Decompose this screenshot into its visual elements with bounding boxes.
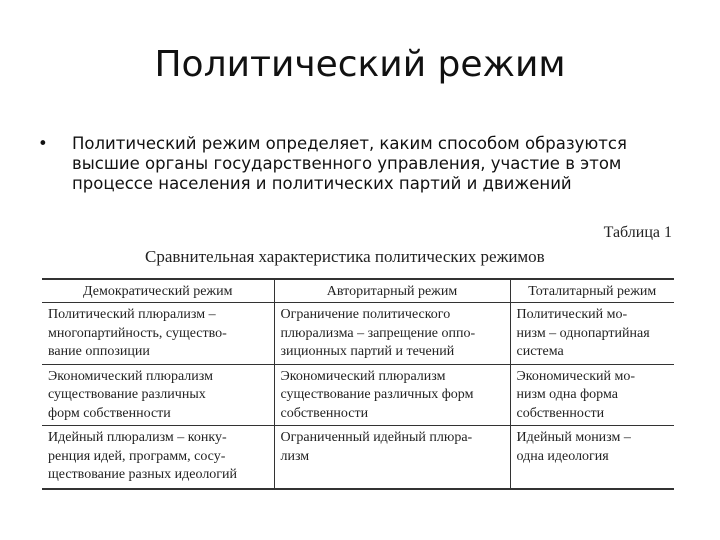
- table-cell: Ограничение политического плюрализма – запрещение оппо- зиционных партий и течений: [274, 303, 510, 365]
- table-cell: Политический плюрализм – многопартийность, существо- вание оппозиции: [42, 303, 274, 365]
- table-cell: Идейный плюрализм – конку- ренция идей, программ, сосу- ществование разных идеологий: [48, 430, 238, 482]
- table-row: [42, 303, 674, 365]
- table-caption: Таблица 1: [603, 224, 672, 241]
- table-cell: Экономический плюрализм существование различных форм собственности: [274, 364, 510, 426]
- table-row: [42, 364, 674, 426]
- table-row: [42, 426, 674, 488]
- slide-title: Политический режим: [154, 44, 566, 85]
- table-cell: Ограниченный идейный плюра- лизм: [274, 426, 510, 488]
- table-cell: Политический мо- низм – однопартийная система: [510, 303, 674, 365]
- comparison-table: [42, 278, 674, 490]
- table-cell: Идейный монизм – одна идеология: [510, 426, 674, 488]
- table-title: Сравнительная характеристика политических режимов: [145, 247, 545, 266]
- bullet-point: [38, 134, 688, 194]
- header-authoritarian: Авторитарный режим: [274, 280, 510, 303]
- header-totalitarian: Тоталитарный режим: [510, 280, 674, 303]
- table-header-row: [42, 280, 674, 303]
- bullet-text: Политический режим определяет, каким способом образуются высшие органы государственного управления, участие в этом процессе населения и политических партий и движений: [72, 134, 627, 193]
- bullet-marker: •: [38, 134, 48, 153]
- table-cell: Экономический плюрализм существование различных форм собственности: [42, 364, 274, 426]
- table-cell: Экономический мо- низм одна форма собственности: [510, 364, 674, 426]
- header-democratic: Демократический режим: [42, 280, 274, 303]
